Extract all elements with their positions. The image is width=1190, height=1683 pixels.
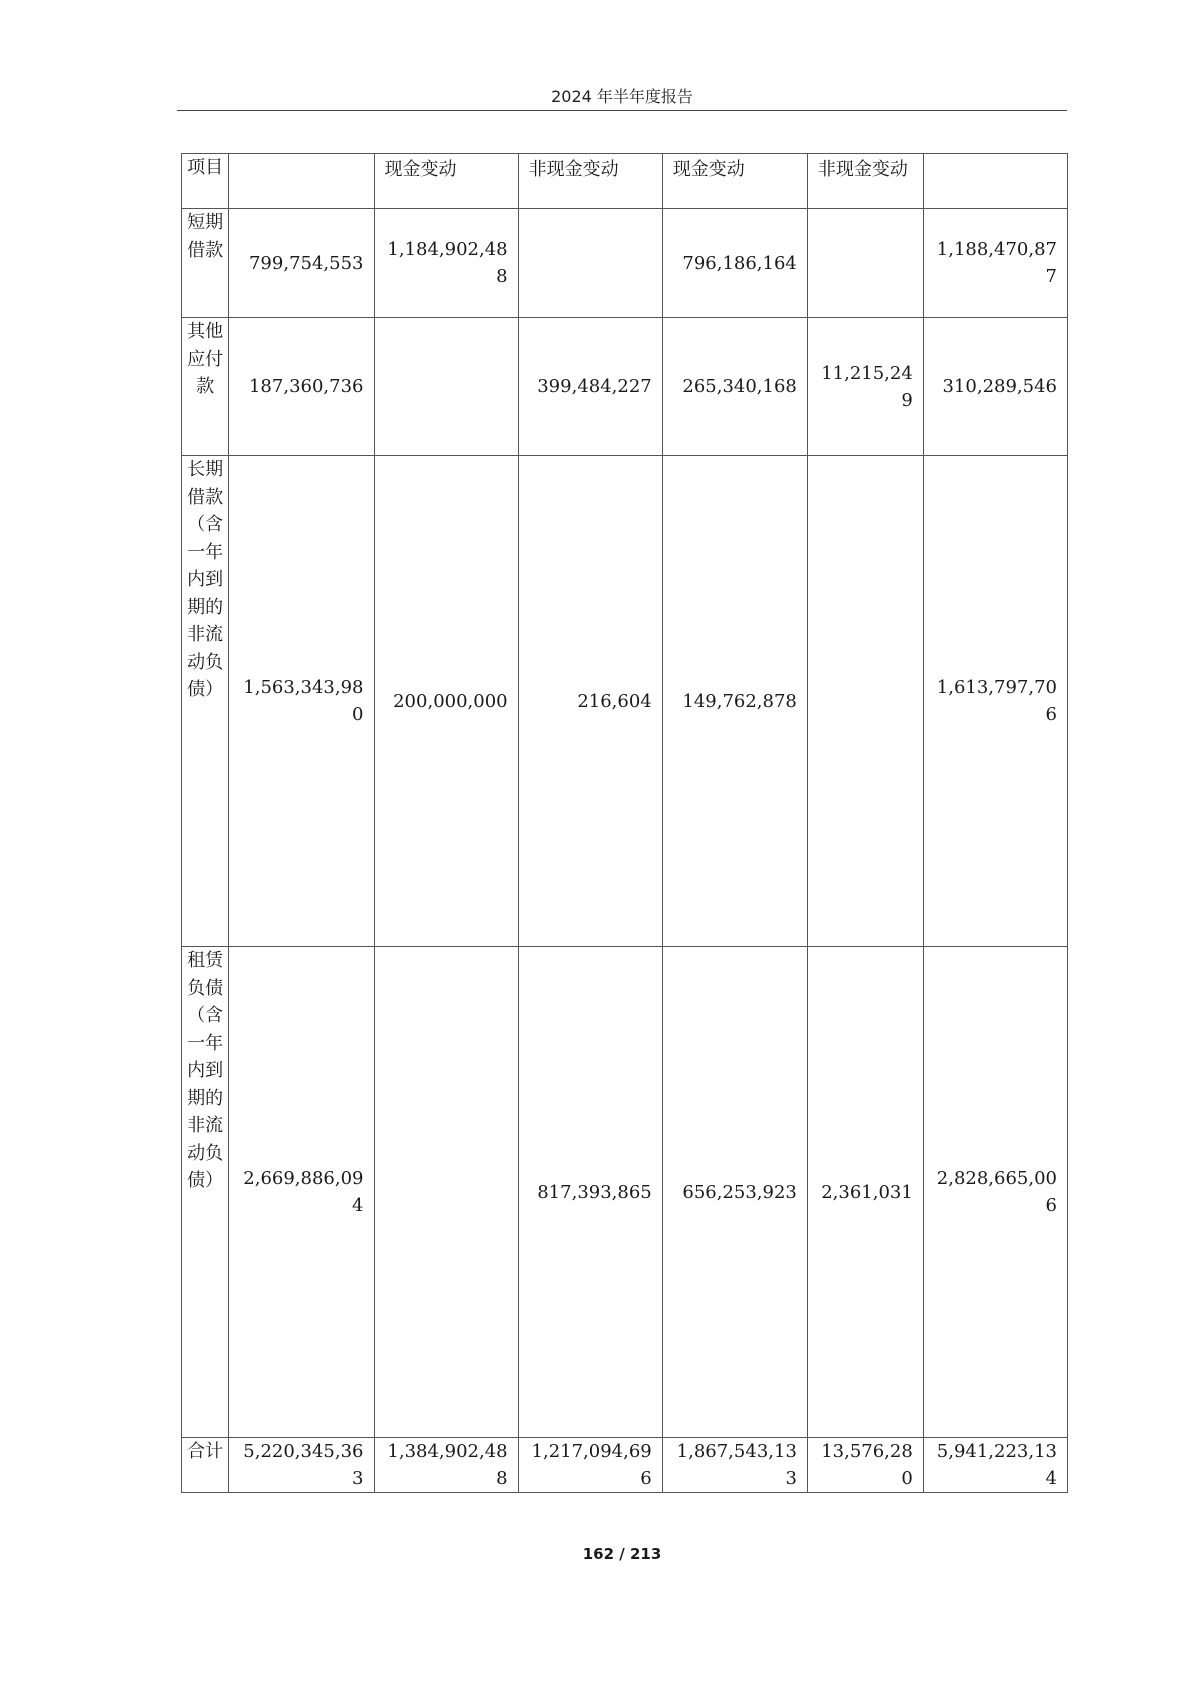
- header-cell-decrease-noncash: 非现金变动: [807, 154, 923, 209]
- table-cell: 1,563,343,980: [229, 456, 374, 947]
- header-cell-decrease-cash: 现金变动: [662, 154, 807, 209]
- header-cell-opening: [229, 154, 374, 209]
- table-cell: 817,393,865: [518, 947, 662, 1438]
- table-cell: 2,669,886,094: [229, 947, 374, 1438]
- row-label: 短期借款: [182, 209, 229, 318]
- table-cell: [807, 456, 923, 947]
- table-row: [182, 209, 1068, 318]
- table-cell: [374, 947, 518, 1438]
- table-cell: 796,186,164: [662, 209, 807, 318]
- table-cell: 1,613,797,706: [923, 456, 1067, 947]
- header-cell-closing: [923, 154, 1067, 209]
- table-cell: 310,289,546: [923, 318, 1067, 456]
- table-cell: [374, 318, 518, 456]
- header-cell-increase-cash: 现金变动: [374, 154, 518, 209]
- table-cell: 1,188,470,877: [923, 209, 1067, 318]
- table-row: [182, 318, 1068, 456]
- financing-liabilities-table: [181, 153, 1068, 1493]
- table-header-row: [182, 154, 1068, 209]
- table-cell: 2,361,031: [807, 947, 923, 1438]
- table-cell: 200,000,000: [374, 456, 518, 947]
- table-cell: 1,217,094,696: [518, 1438, 662, 1493]
- row-label: 长期借款（含一年内到期的非流动负债）: [182, 456, 229, 947]
- table-cell: 399,484,227: [518, 318, 662, 456]
- row-label: 租赁负债（含一年内到期的非流动负债）: [182, 947, 229, 1438]
- table-cell: 799,754,553: [229, 209, 374, 318]
- table-cell: 216,604: [518, 456, 662, 947]
- table-cell: 149,762,878: [662, 456, 807, 947]
- table-cell: 5,220,345,363: [229, 1438, 374, 1493]
- table-cell: 1,184,902,488: [374, 209, 518, 318]
- table-cell: 13,576,280: [807, 1438, 923, 1493]
- table-cell: 1,867,543,133: [662, 1438, 807, 1493]
- page-number: 162 / 213: [582, 1545, 662, 1563]
- table-cell: 1,384,902,488: [374, 1438, 518, 1493]
- page-header: 2024 年半年度报告: [551, 87, 693, 106]
- header-cell-increase-noncash: 非现金变动: [518, 154, 662, 209]
- table-cell: 5,941,223,134: [923, 1438, 1067, 1493]
- table-cell: [518, 209, 662, 318]
- table-row-total: [182, 1438, 1068, 1493]
- table-cell: [807, 209, 923, 318]
- table-cell: 11,215,249: [807, 318, 923, 456]
- table-cell: 2,828,665,006: [923, 947, 1067, 1438]
- table-row: [182, 456, 1068, 947]
- table-cell: 656,253,923: [662, 947, 807, 1438]
- table-row: [182, 947, 1068, 1438]
- row-label: 其他应付款: [182, 318, 229, 456]
- header-cell-item: 项目: [182, 154, 229, 209]
- header-divider: [177, 110, 1067, 111]
- row-label: 合计: [182, 1438, 229, 1493]
- table-cell: 265,340,168: [662, 318, 807, 456]
- table-cell: 187,360,736: [229, 318, 374, 456]
